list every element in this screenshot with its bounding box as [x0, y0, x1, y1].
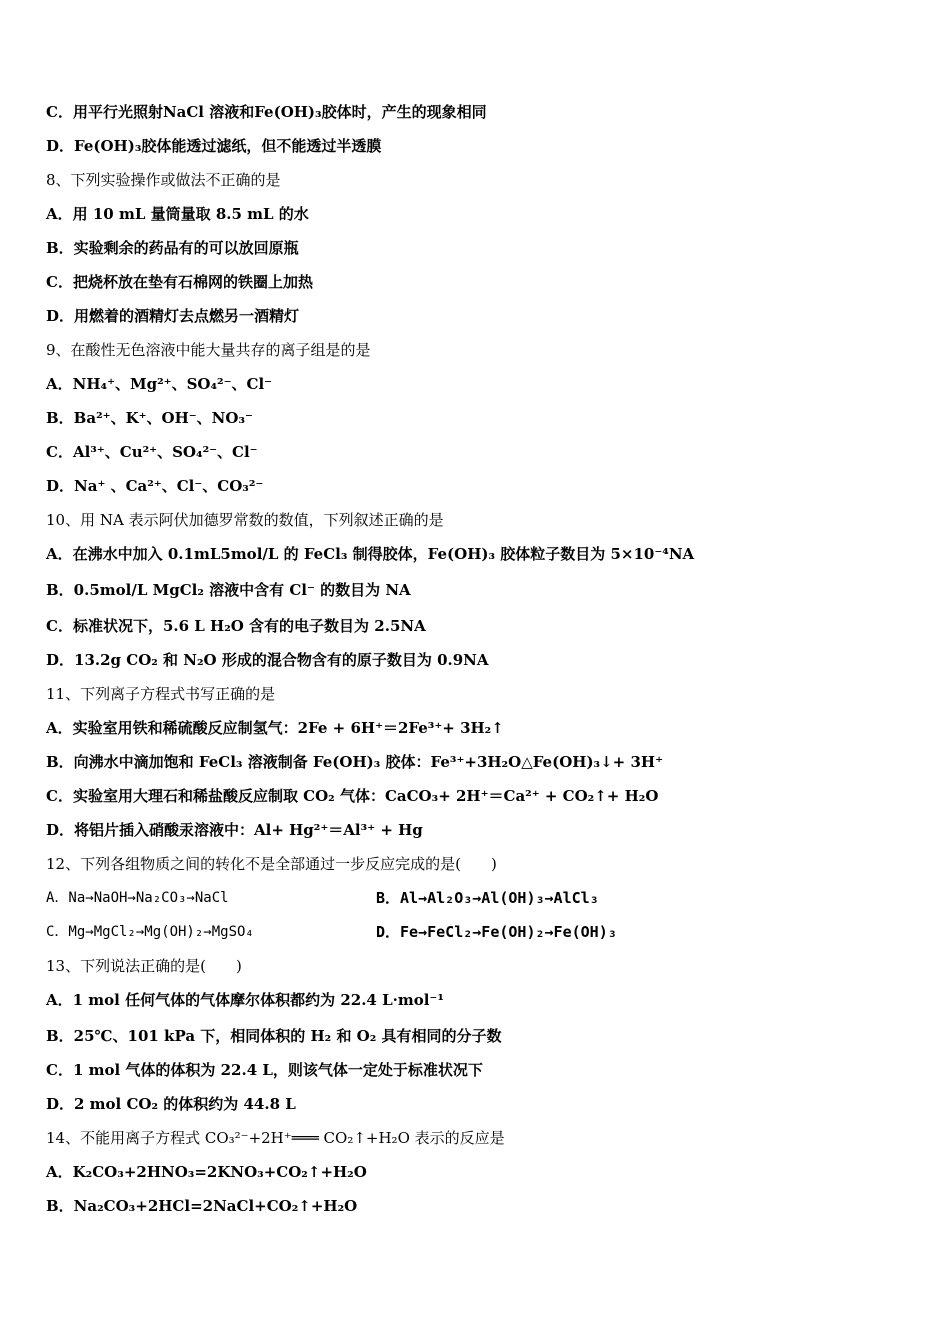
q13-option-a: A．1 mol 任何气体的气体摩尔体积都约为 22.4 L·mol⁻¹ — [46, 991, 444, 1009]
q11-option-c: C．实验室用大理石和稀盐酸反应制取 CO₂ 气体：CaCO₃+ 2H⁺＝Ca²⁺ + CO₂↑+ H₂O — [46, 787, 659, 805]
q13-option-c: C．1 mol 气体的体积为 22.4 L，则该气体一定处于标准状况下 — [46, 1061, 483, 1079]
q8-stem: 8、下列实验操作或做法不正确的是 — [46, 171, 281, 189]
q8-option-b: B．实验剩余的药品有的可以放回原瓶 — [46, 239, 299, 257]
q9-option-b: B．Ba²⁺、K⁺、OH⁻、NO₃⁻ — [46, 409, 253, 427]
q10-option-a: A．在沸水中加入 0.1mL5mol/L 的 FeCl₃ 制得胶体，Fe(OH)₃ 胶体粒子数目为 5×10⁻⁴NA — [46, 545, 695, 563]
q7-option-c: C．用平行光照射NaCl 溶液和Fe(OH)₃胶体时，产生的现象相同 — [46, 103, 487, 121]
q7-option-d: D．Fe(OH)₃胶体能透过滤纸，但不能透过半透膜 — [46, 137, 382, 155]
q11-option-a: A．实验室用铁和稀硫酸反应制氢气：2Fe + 6H⁺＝2Fe³⁺+ 3H₂↑ — [46, 719, 504, 737]
q9-option-c: C．Al³⁺、Cu²⁺、SO₄²⁻、Cl⁻ — [46, 443, 258, 461]
q12-stem: 12、下列各组物质之间的转化不是全部通过一步反应完成的是( ) — [46, 855, 497, 873]
q9-option-d: D．Na⁺ 、Ca²⁺、Cl⁻、CO₃²⁻ — [46, 477, 264, 495]
q13-stem: 13、下列说法正确的是( ) — [46, 957, 242, 975]
q14-stem: 14、不能用离子方程式 CO₃²⁻+2H⁺═══ CO₂↑+H₂O 表示的反应是 — [46, 1129, 505, 1147]
q11-option-b: B．向沸水中滴加饱和 FeCl₃ 溶液制备 Fe(OH)₃ 胶体：Fe³⁺+3H₂O△Fe(OH)₃↓+ 3H⁺ — [46, 753, 663, 771]
q13-option-b: B．25℃、101 kPa 下，相同体积的 H₂ 和 O₂ 具有相同的分子数 — [46, 1027, 502, 1045]
q10-option-d: D．13.2g CO₂ 和 N₂O 形成的混合物含有的原子数目为 0.9NA — [46, 651, 489, 669]
q8-option-d: D．用燃着的酒精灯去点燃另一酒精灯 — [46, 307, 300, 325]
q9-option-a: A．NH₄⁺、Mg²⁺、SO₄²⁻、Cl⁻ — [46, 375, 273, 393]
q12-option-a: A．Na→NaOH→Na₂CO₃→NaCl — [46, 890, 229, 906]
q10-option-b: B．0.5mol/L MgCl₂ 溶液中含有 Cl⁻ 的数目为 NA — [46, 581, 411, 599]
q12-option-d: D．Fe→FeCl₂→Fe(OH)₂→Fe(OH)₃ — [376, 923, 617, 941]
q8-option-a: A．用 10 mL 量筒量取 8.5 mL 的水 — [46, 205, 309, 223]
q14-option-a: A．K₂CO₃+2HNO₃=2KNO₃+CO₂↑+H₂O — [46, 1163, 367, 1181]
q12-option-b: B．Al→Al₂O₃→Al(OH)₃→AlCl₃ — [376, 889, 599, 907]
q12-option-c: C．Mg→MgCl₂→Mg(OH)₂→MgSO₄ — [46, 924, 254, 940]
q14-option-b: B．Na₂CO₃+2HCl=2NaCl+CO₂↑+H₂O — [46, 1197, 358, 1215]
q11-option-d: D．将铝片插入硝酸汞溶液中：Al+ Hg²⁺＝Al³⁺ + Hg — [46, 821, 423, 839]
q9-stem: 9、在酸性无色溶液中能大量共存的离子组是的是 — [46, 341, 371, 359]
q10-option-c: C．标准状况下，5.6 L H₂O 含有的电子数目为 2.5NA — [46, 617, 426, 635]
q10-stem: 10、用 NA 表示阿伏加德罗常数的数值，下列叙述正确的是 — [46, 511, 444, 529]
q13-option-d: D．2 mol CO₂ 的体积约为 44.8 L — [46, 1095, 296, 1113]
q11-stem: 11、下列离子方程式书写正确的是 — [46, 685, 276, 703]
q8-option-c: C．把烧杯放在垫有石棉网的铁圈上加热 — [46, 273, 313, 291]
